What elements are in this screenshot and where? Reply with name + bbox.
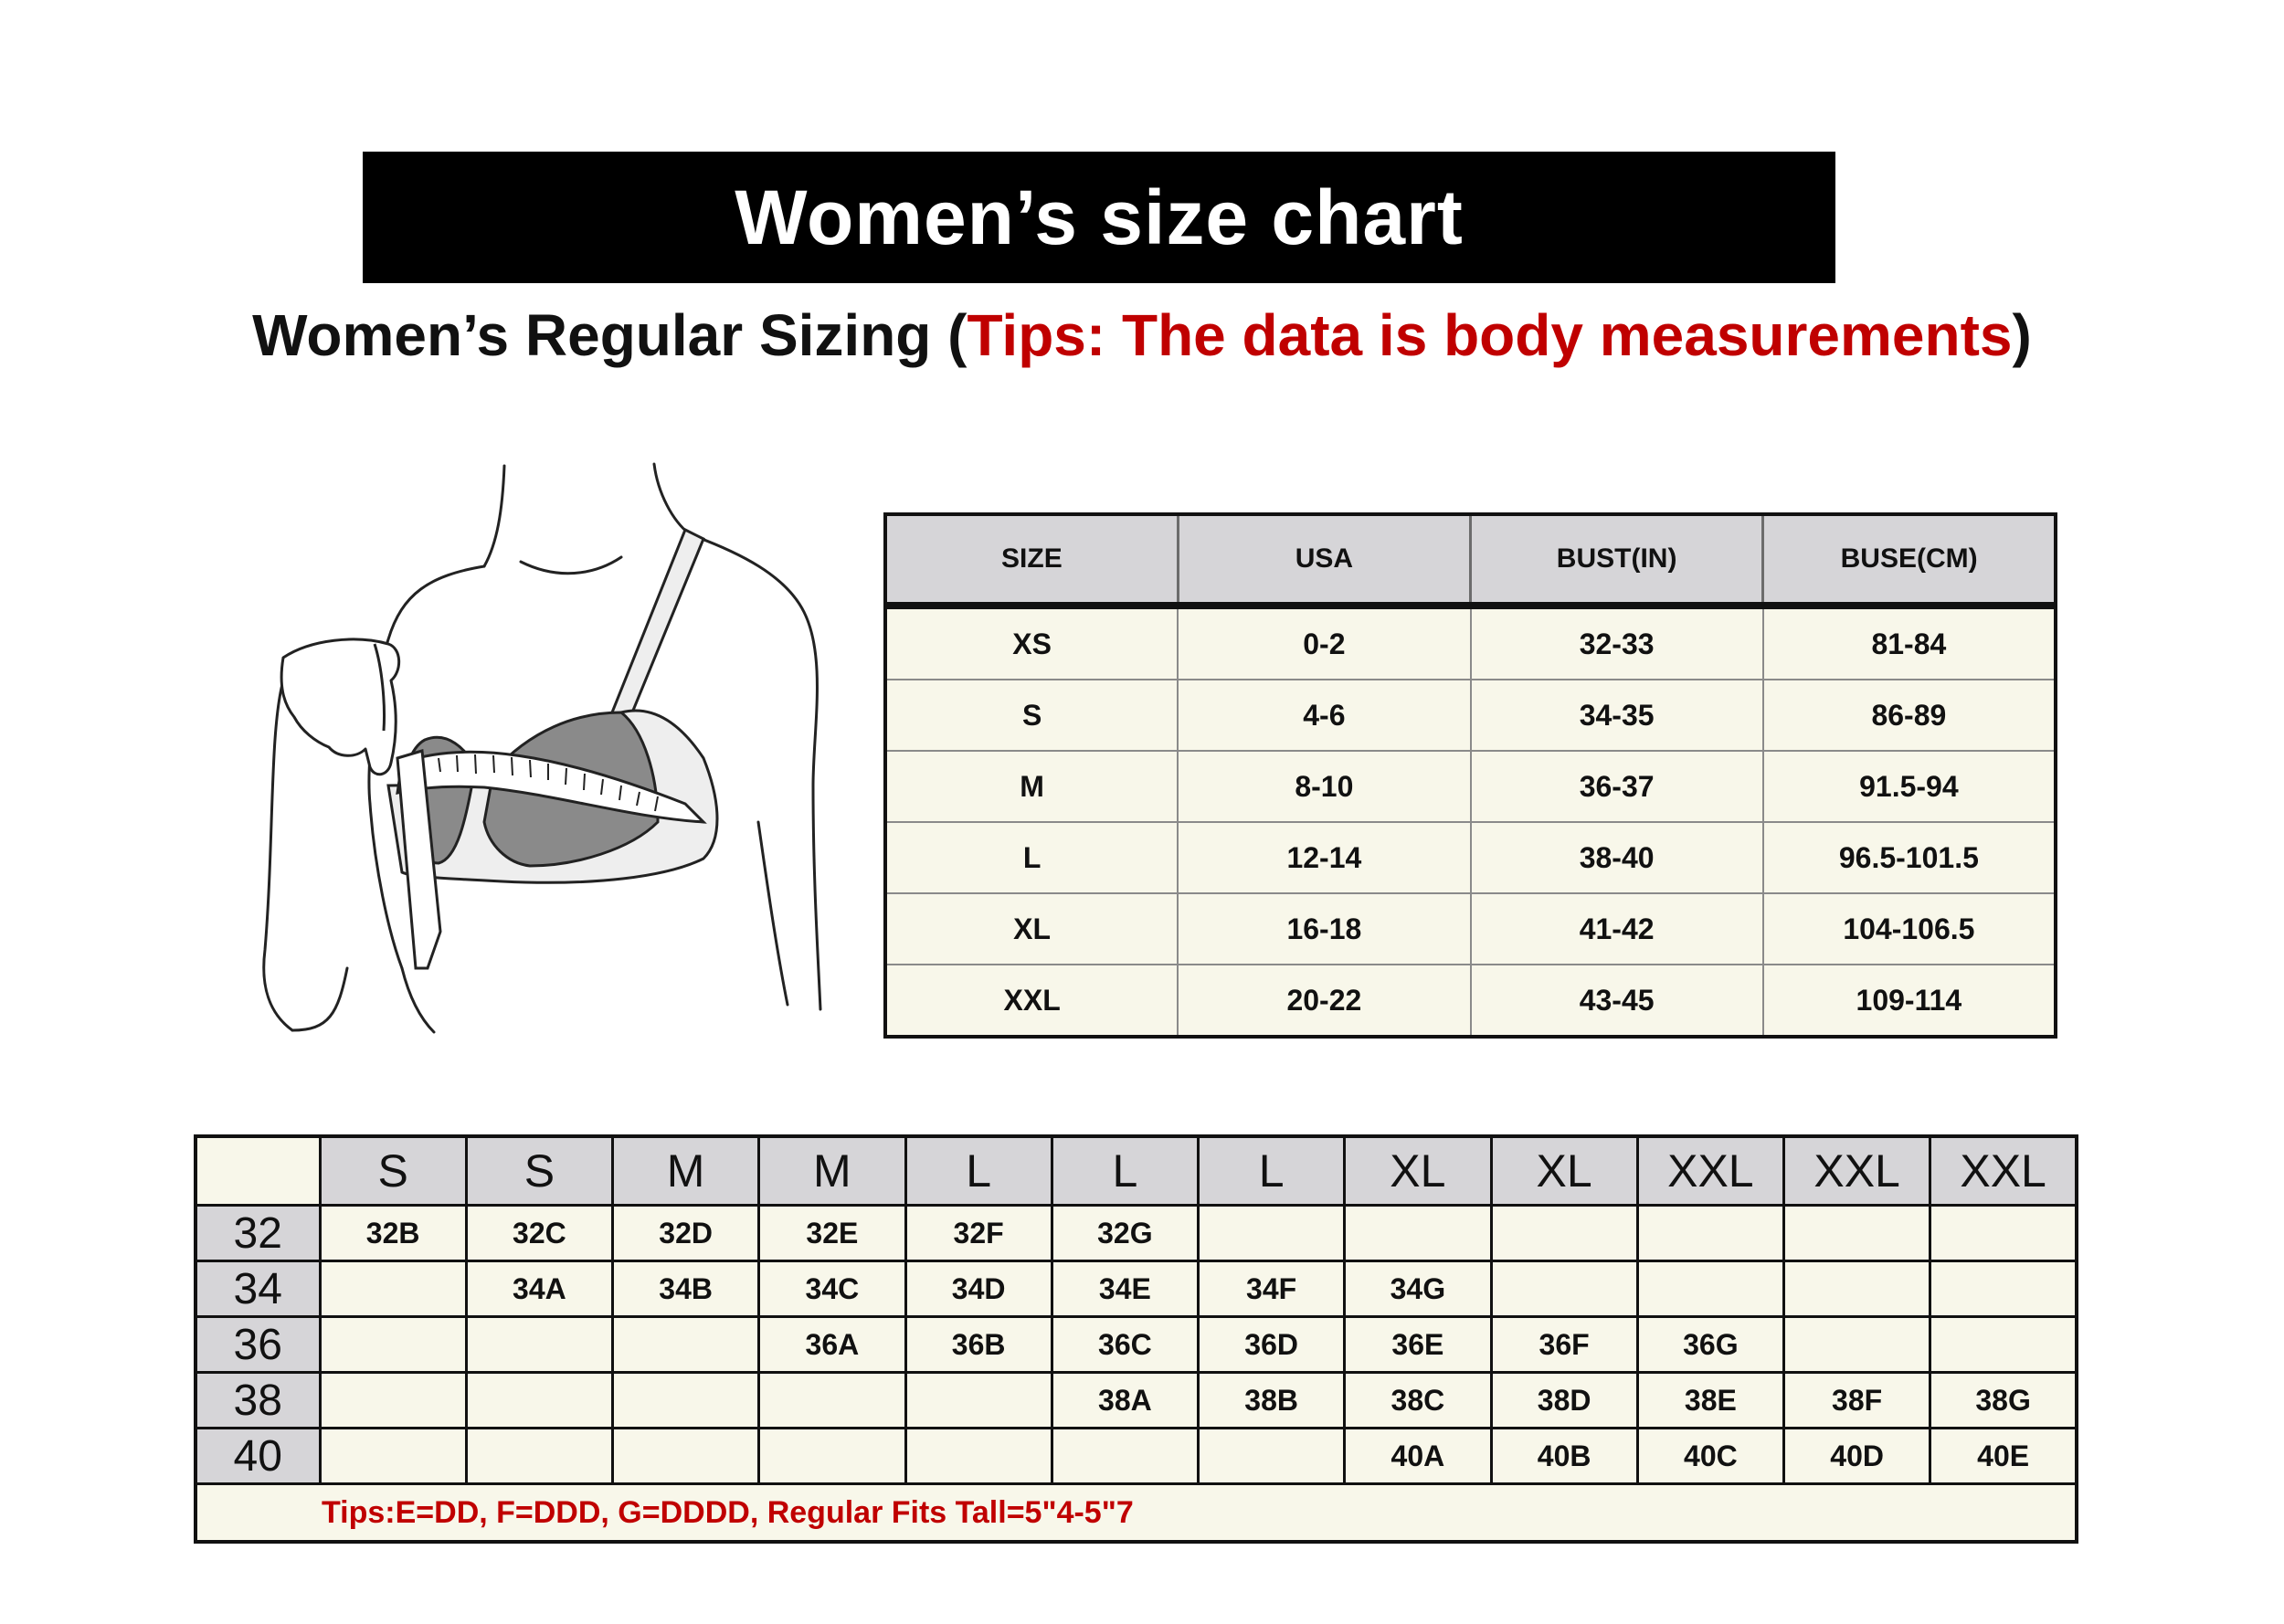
- band-size-cell: 38: [196, 1373, 320, 1429]
- bra-size-header: L: [905, 1136, 1052, 1206]
- bra-cell: [613, 1373, 759, 1429]
- bra-cell: 38G: [1930, 1373, 2077, 1429]
- subtitle-open-paren: (: [931, 302, 968, 368]
- bra-cell: 36C: [1052, 1317, 1198, 1373]
- bra-cell: [1784, 1261, 1930, 1317]
- bust-measurement-illustration: [228, 457, 850, 1041]
- bra-size-header: XXL: [1930, 1136, 2077, 1206]
- bra-cell: 36A: [759, 1317, 905, 1373]
- bra-cell: 32B: [320, 1206, 466, 1261]
- bra-cell: 34A: [466, 1261, 612, 1317]
- bust-in-cell: 43-45: [1471, 965, 1763, 1037]
- bra-cell: 34D: [905, 1261, 1052, 1317]
- size-col-header: SIZE: [885, 514, 1178, 606]
- bra-cell: [1052, 1429, 1198, 1484]
- bra-cell: 40B: [1491, 1429, 1637, 1484]
- band-size-cell: 36: [196, 1317, 320, 1373]
- bra-cell: [613, 1317, 759, 1373]
- bust-in-col-header: BUST(IN): [1471, 514, 1763, 606]
- bra-cell: [1199, 1206, 1345, 1261]
- bra-cell: 36F: [1491, 1317, 1637, 1373]
- bust-cm-cell: 96.5-101.5: [1763, 822, 2056, 893]
- bra-cell: [1491, 1206, 1637, 1261]
- size-cell: M: [885, 751, 1178, 822]
- bra-cell: 36B: [905, 1317, 1052, 1373]
- note-row: [196, 1484, 2077, 1543]
- bust-cm-cell: 81-84: [1763, 606, 2056, 680]
- bra-cell: 38D: [1491, 1373, 1637, 1429]
- bra-cell: [1784, 1317, 1930, 1373]
- bust-in-cell: 41-42: [1471, 893, 1763, 965]
- usa-cell: 0-2: [1178, 606, 1470, 680]
- band-size-cell: 34: [196, 1261, 320, 1317]
- bra-size-header: M: [613, 1136, 759, 1206]
- bra-cell: 34F: [1199, 1261, 1345, 1317]
- bra-cell: [466, 1429, 612, 1484]
- bra-cell: [320, 1429, 466, 1484]
- bra-size-header: L: [1199, 1136, 1345, 1206]
- table-row: [885, 680, 2056, 751]
- table-row: [885, 822, 2056, 893]
- bra-cell: 40D: [1784, 1429, 1930, 1484]
- bra-cell: 38E: [1637, 1373, 1783, 1429]
- bust-in-cell: 36-37: [1471, 751, 1763, 822]
- bust-in-cell: 32-33: [1471, 606, 1763, 680]
- bra-cell: 38F: [1784, 1373, 1930, 1429]
- bra-size-header: XL: [1345, 1136, 1491, 1206]
- band-size-cell: 40: [196, 1429, 320, 1484]
- bra-cell: 34C: [759, 1261, 905, 1317]
- bra-cell: 32E: [759, 1206, 905, 1261]
- bra-size-header: XXL: [1637, 1136, 1783, 1206]
- size-cell: XL: [885, 893, 1178, 965]
- bra-size-header: S: [466, 1136, 612, 1206]
- bust-cm-col-header: BUSE(CM): [1763, 514, 2056, 606]
- bra-cell: 36D: [1199, 1317, 1345, 1373]
- usa-cell: 20-22: [1178, 965, 1470, 1037]
- bra-cell: [1637, 1261, 1783, 1317]
- table-row: [196, 1206, 2077, 1261]
- size-cell: XXL: [885, 965, 1178, 1037]
- bra-cell: [905, 1429, 1052, 1484]
- bra-size-header: M: [759, 1136, 905, 1206]
- bra-cell: [466, 1373, 612, 1429]
- bra-cell: 32C: [466, 1206, 612, 1261]
- table-row: [196, 1261, 2077, 1317]
- subtitle-close-paren: ): [2012, 302, 2032, 368]
- bra-cell: [759, 1429, 905, 1484]
- bra-cell: 38A: [1052, 1373, 1198, 1429]
- subtitle-main: Women’s Regular Sizing: [252, 302, 932, 368]
- table-row: [885, 965, 2056, 1037]
- bra-cell: 40C: [1637, 1429, 1783, 1484]
- band-size-cell: 32: [196, 1206, 320, 1261]
- table-row: [885, 606, 2056, 680]
- usa-col-header: USA: [1178, 514, 1470, 606]
- bra-cell: 32F: [905, 1206, 1052, 1261]
- subtitle: [0, 301, 2284, 369]
- bra-cell: [320, 1261, 466, 1317]
- bust-cm-cell: 91.5-94: [1763, 751, 2056, 822]
- bra-cell: [1345, 1206, 1491, 1261]
- bra-cell: 38B: [1199, 1373, 1345, 1429]
- bra-cell: [1637, 1206, 1783, 1261]
- bra-cell: [1930, 1206, 2077, 1261]
- usa-cell: 16-18: [1178, 893, 1470, 965]
- bra-size-header: XL: [1491, 1136, 1637, 1206]
- page-title: Women’s size chart: [363, 152, 1835, 283]
- table-row: [885, 751, 2056, 822]
- table-row: [196, 1317, 2077, 1373]
- bra-cell: [1784, 1206, 1930, 1261]
- bra-cell: 36G: [1637, 1317, 1783, 1373]
- bra-cell: 34G: [1345, 1261, 1491, 1317]
- fit-tips-note: Tips:E=DD, F=DDD, G=DDDD, Regular Fits Tall=5"4-5"7: [196, 1484, 2077, 1543]
- table-row: [196, 1429, 2077, 1484]
- subtitle-tip: Tips: The data is body measurements: [967, 302, 2013, 368]
- bra-size-header: L: [1052, 1136, 1198, 1206]
- bra-cell: 38C: [1345, 1373, 1491, 1429]
- bra-cell: 34B: [613, 1261, 759, 1317]
- bra-cell: [320, 1373, 466, 1429]
- bust-cm-cell: 86-89: [1763, 680, 2056, 751]
- size-cell: L: [885, 822, 1178, 893]
- usa-cell: 4-6: [1178, 680, 1470, 751]
- bust-in-cell: 34-35: [1471, 680, 1763, 751]
- bra-cell: 40A: [1345, 1429, 1491, 1484]
- table-row: [885, 893, 2056, 965]
- table-row: [196, 1373, 2077, 1429]
- bra-cell: [320, 1317, 466, 1373]
- bra-header-row: [196, 1136, 2077, 1206]
- corner-cell: [196, 1136, 320, 1206]
- bra-cell: [1930, 1317, 2077, 1373]
- size-cell: S: [885, 680, 1178, 751]
- size-cell: XS: [885, 606, 1178, 680]
- bust-in-cell: 38-40: [1471, 822, 1763, 893]
- bra-cell: [466, 1317, 612, 1373]
- bra-cell: [1930, 1261, 2077, 1317]
- bra-size-table: [194, 1134, 2078, 1544]
- bra-size-header: S: [320, 1136, 466, 1206]
- bra-cell: [1491, 1261, 1637, 1317]
- bust-cm-cell: 109-114: [1763, 965, 2056, 1037]
- bra-cell: 34E: [1052, 1261, 1198, 1317]
- size-table: [883, 512, 2057, 1039]
- bra-cell: [905, 1373, 1052, 1429]
- bra-cell: [613, 1429, 759, 1484]
- usa-cell: 12-14: [1178, 822, 1470, 893]
- bra-cell: 40E: [1930, 1429, 2077, 1484]
- bra-cell: [759, 1373, 905, 1429]
- bra-cell: 32D: [613, 1206, 759, 1261]
- usa-cell: 8-10: [1178, 751, 1470, 822]
- bra-cell: [1199, 1429, 1345, 1484]
- bra-cell: 32G: [1052, 1206, 1198, 1261]
- bra-size-header: XXL: [1784, 1136, 1930, 1206]
- bra-cell: 36E: [1345, 1317, 1491, 1373]
- bust-cm-cell: 104-106.5: [1763, 893, 2056, 965]
